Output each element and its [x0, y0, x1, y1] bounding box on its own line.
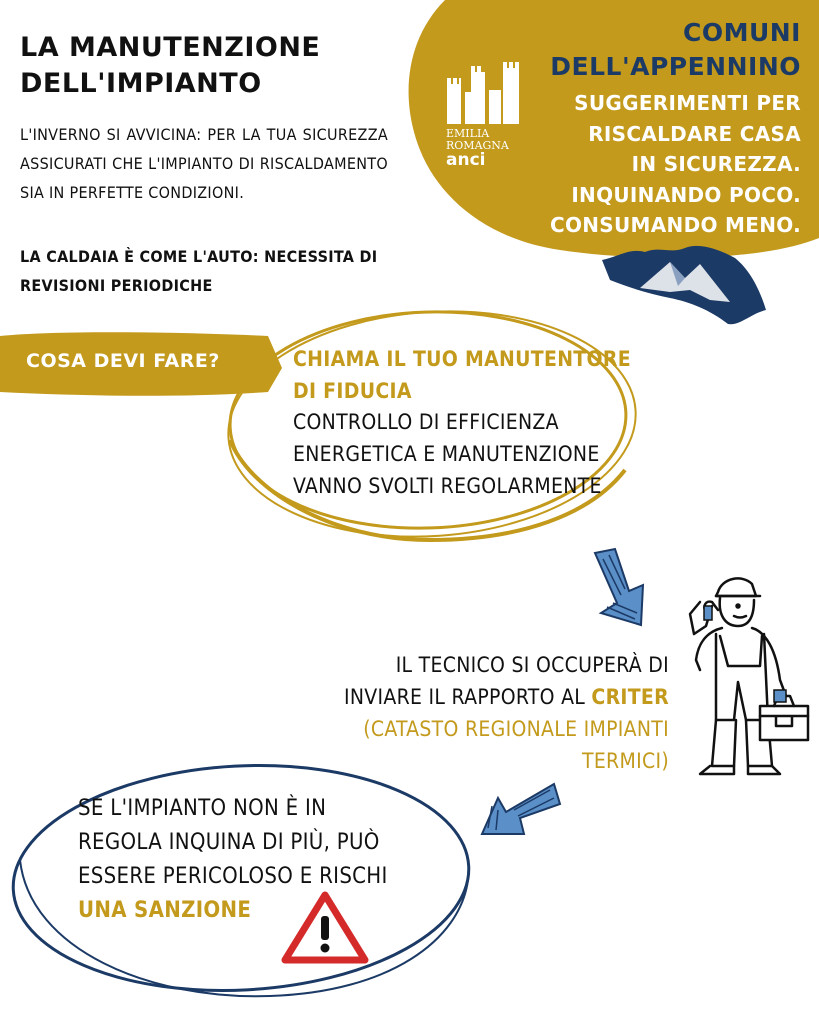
castle-icon: [443, 62, 523, 124]
page-title: [20, 30, 320, 102]
arrow-down-left-icon: [476, 778, 564, 848]
intro-text: L'INVERNO SI AVVICINA: PER LA TUA SICUREZZA ASSICURATI CHE L'IMPIANTO DI RISCALDAMENTO SIA IN PERFETTE CONDIZIONI.: [20, 125, 388, 202]
arrow-down-right-icon: [585, 545, 657, 630]
campaign-subtitle: SUGGERIMENTI PER RISCALDARE CASA IN SICUREZZA. INQUINANDO POCO. CONSUMANDO MENO.: [549, 91, 801, 237]
technician-text: IL TECNICO SI OCCUPERÀ DI INVIARE IL RAPPORTO AL CRITER (CATASTO REGIONALE IMPIANTI TERMICI): [343, 653, 669, 773]
call-technician-body: CONTROLLO DI EFFICIENZA ENERGETICA E MANUTENZIONE VANNO SVOLTI REGOLARMENTE: [293, 410, 602, 498]
warning-triangle-icon: [280, 890, 370, 966]
campaign-heading: COMUNI DELL'APPENNINO: [550, 18, 801, 81]
logo-line2: ROMAGNA: [446, 139, 509, 152]
region-map-icon: [600, 240, 770, 328]
criter-highlight: CRITER: [591, 685, 669, 709]
logo-text: [446, 128, 509, 168]
intro-bold-text: LA CALDAIA È COME L'AUTO: NECESSITA DI REVISIONI PERIODICHE: [20, 247, 378, 295]
call-technician-title: CHIAMA IL TUO MANUTENTORE DI FIDUCIA: [293, 347, 631, 403]
logo-line3: anci: [446, 150, 486, 170]
title-line-1: LA MANUTENZIONE: [20, 32, 321, 63]
title-line-2: DELL'IMPIANTO: [20, 68, 262, 99]
logo-line1: EMILIA: [446, 127, 490, 140]
badge-label: COSA DEVI FARE?: [26, 350, 220, 372]
warning-text: SE L'IMPIANTO NON È IN REGOLA INQUINA DI PIÙ, PUÒ ESSERE PERICOLOSO E RISCHI UNA SANZIONE: [78, 792, 388, 928]
technician-illustration: [676, 570, 816, 782]
sanction-highlight: UNA SANZIONE: [78, 898, 252, 923]
